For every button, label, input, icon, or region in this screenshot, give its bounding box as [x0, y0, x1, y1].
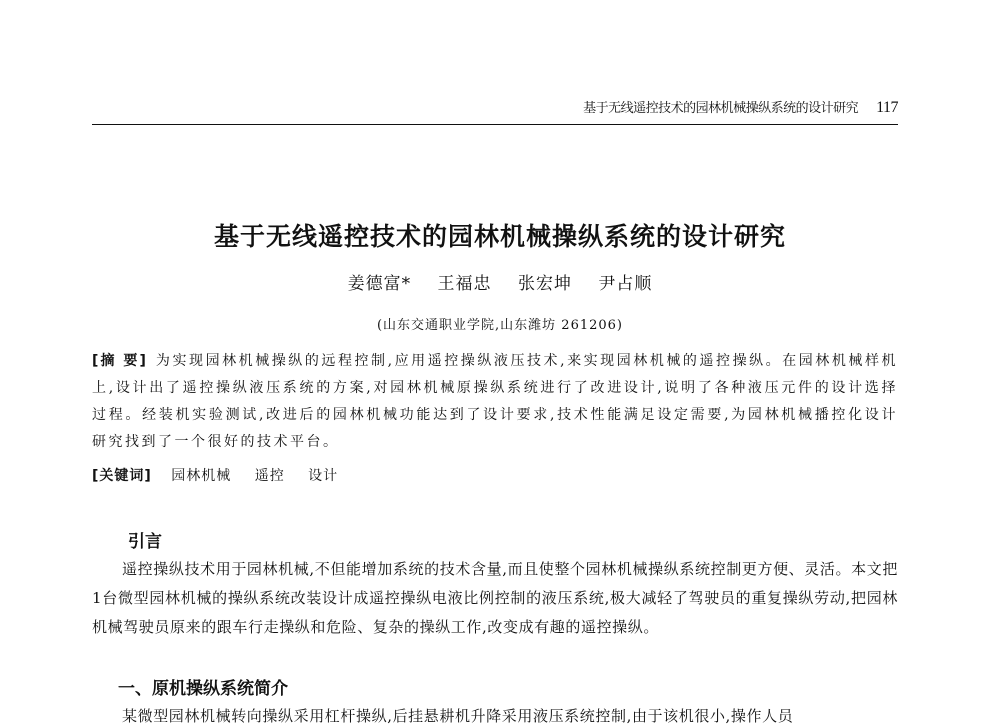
article-title: 基于无线遥控技术的园林机械操纵系统的设计研究	[213, 222, 786, 251]
author: 张宏坤	[517, 274, 572, 294]
abstract-label: [摘 要]	[92, 353, 148, 369]
section-heading-intro: 引言	[128, 532, 162, 552]
running-head	[92, 97, 898, 117]
author: 王福忠	[437, 274, 492, 294]
intro-paragraph: 遥控操纵技术用于园林机械,不但能增加系统的技术含量,而且使整个园林机械操纵系统控制更方便、灵活。本文把1台微型园林机械的操纵系统改装设计成遥控操纵电液比例控制的液压系统,极大减轻了驾驶员的重复操纵劳动,把园林机械驾驶员原来的跟车行走操纵和危险、复杂的操纵工作,改变成有趣的遥控操纵。	[92, 560, 898, 636]
author: 姜德富*	[347, 274, 412, 294]
affiliation: (山东交通职业学院,山东潍坊 261206)	[376, 318, 624, 333]
running-head-title: 基于无线遥控技术的园林机械操纵系统的设计研究	[583, 101, 859, 116]
keyword: 园林机械	[171, 468, 232, 484]
section-heading-1: 一、原机操纵系统简介	[118, 679, 288, 699]
keywords-label: [关键词]	[92, 468, 152, 484]
abstract-text: 为实现园林机械操纵的远程控制,应用遥控操纵液压技术,来实现园林机械的遥控操纵。在园林机械样机上,设计出了遥控操纵液压系统的方案,对园林机械原操纵系统进行了改进设计,说明了各种液压元件的设计选择过程。经装机实验测试,改进后的园林机械功能达到了设计要求,技术性能满足设定需要,为园林机械播控化设计研究找到了一个很好的技术平台。	[92, 353, 899, 450]
author: 尹占顺	[598, 274, 653, 294]
keyword: 遥控	[254, 468, 285, 484]
author-list	[0, 269, 1000, 294]
abstract	[92, 348, 898, 456]
header-rule	[92, 124, 898, 125]
keywords	[92, 465, 898, 485]
page-number: 117	[876, 99, 898, 116]
keyword: 设计	[308, 468, 339, 484]
section-1-paragraph: 某微型园林机械转向操纵采用杠杆操纵,后挂悬耕机升降采用液压系统控制,由于该机很小,操作人员	[122, 707, 794, 725]
